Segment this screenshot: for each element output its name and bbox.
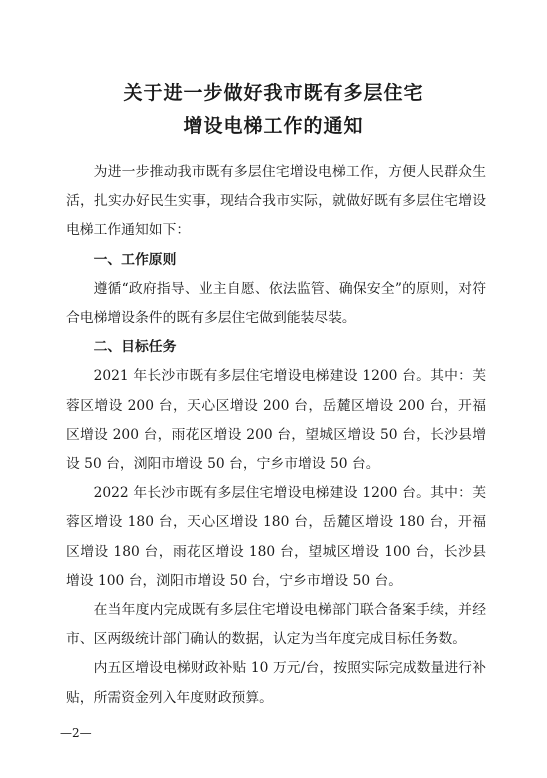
document-title-line2: 增设电梯工作的通知	[183, 115, 364, 137]
subsidy-paragraph: 内五区增设电梯财政补贴 10 万元/台，按照实际完成数量进行补贴，所需资金列入年度财政预算。	[66, 660, 486, 706]
section-heading-targets: 二、目标任务	[93, 339, 177, 356]
principles-paragraph: 遵循“政府指导、业主自愿、依法监管、确保安全”的原则，对符合电梯增设条件的既有多层住宅做到能装尽装。	[66, 280, 486, 327]
targets-2021-paragraph: 2021 年长沙市既有多层住宅增设电梯建设 1200 台。其中：芙蓉区增设 200 台，天心区增设 200 台，岳麓区增设 200 台，开福区增设 200 台，雨花区增设 200 台，望城区增设 50 台，长沙县增设 50 台，浏阳市增设 50 台，宁乡市增设 50 台。	[66, 368, 486, 473]
completion-rule-paragraph: 在当年度内完成既有多层住宅增设电梯部门联合备案手续，并经市、区两级统计部门确认的数据，认定为当年度完成目标任务数。	[66, 602, 486, 648]
document-title-line1: 关于进一步做好我市既有多层住宅	[123, 82, 424, 104]
section-heading-principles: 一、工作原则	[93, 251, 177, 268]
document-body	[66, 158, 486, 713]
intro-paragraph: 为进一步推动我市既有多层住宅增设电梯工作，方便人民群众生活，扎实办好民生实事，现结合我市实际，就做好既有多层住宅增设电梯工作通知如下：	[66, 164, 486, 239]
targets-2022-paragraph: 2022 年长沙市既有多层住宅增设电梯建设 1200 台。其中：芙蓉区增设 180 台，天心区增设 180 台，岳麓区增设 180 台，开福区增设 180 台，雨花区增设 180 台，望城区增设 100 台，长沙县增设 100 台，浏阳市增设 50 台，宁乡市增设 50 台。	[66, 485, 486, 589]
page-number: —2—	[60, 726, 92, 740]
